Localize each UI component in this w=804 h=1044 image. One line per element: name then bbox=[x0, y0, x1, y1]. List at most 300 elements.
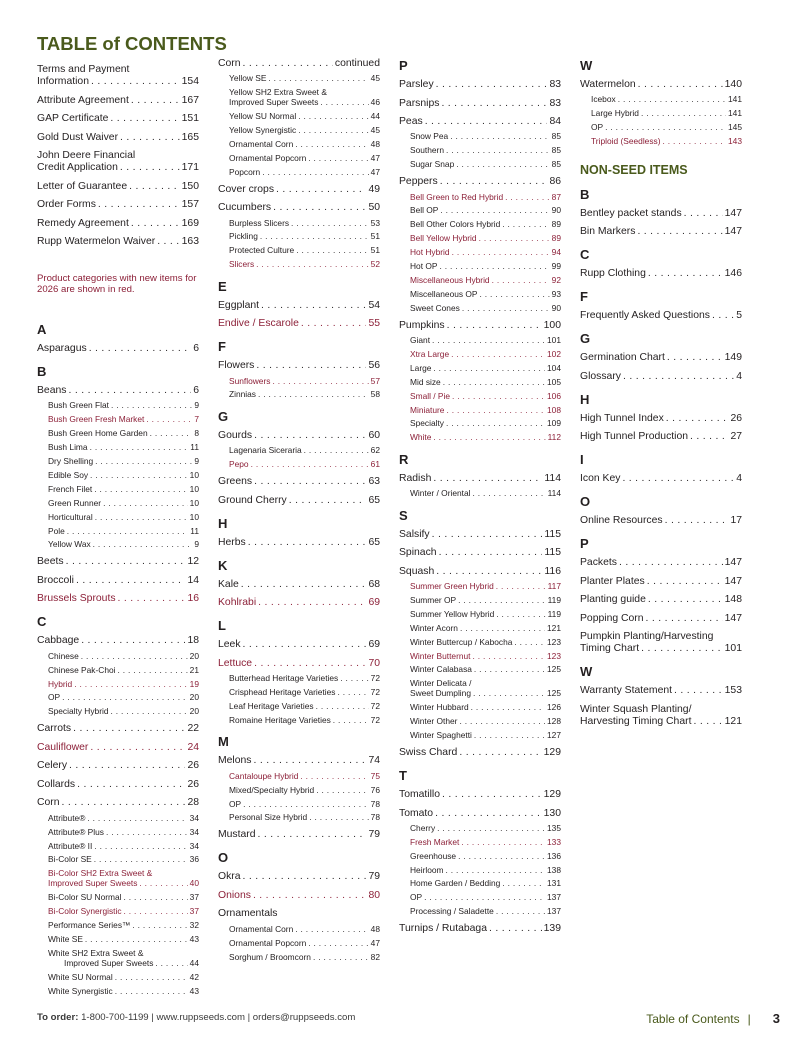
toc-subentry-bush-green-flat[interactable] bbox=[37, 400, 199, 411]
toc-entry-improved-super-sweets[interactable] bbox=[37, 948, 199, 969]
entry-label: Watermelon bbox=[580, 79, 636, 91]
toc-subentry-bush-green-fresh-market[interactable] bbox=[37, 414, 199, 425]
entry-label: Xtra Large bbox=[410, 348, 450, 359]
dot-leader bbox=[115, 986, 188, 997]
toc-subentry-specialty-hybrid[interactable] bbox=[37, 706, 199, 717]
toc-subentry-ornamental-popcorn[interactable] bbox=[218, 153, 380, 164]
page-ref: 12 bbox=[187, 556, 199, 568]
toc-subentry-icebox[interactable] bbox=[580, 94, 742, 105]
entry-label: Beans bbox=[37, 385, 67, 397]
toc-subentry-miniature[interactable] bbox=[399, 405, 561, 416]
page-ref: 44 bbox=[189, 957, 199, 968]
page-ref: 99 bbox=[551, 261, 561, 272]
entry-label: Tomato bbox=[399, 807, 434, 819]
page-ref: 125 bbox=[547, 688, 561, 699]
toc-entry-ornamentals[interactable] bbox=[218, 908, 380, 920]
page-ref: 117 bbox=[547, 581, 561, 592]
entry-label: White bbox=[410, 432, 432, 443]
toc-entry-onions[interactable] bbox=[218, 890, 380, 902]
toc-subentry-attribute[interactable] bbox=[37, 813, 199, 824]
toc-entry-carrots[interactable] bbox=[37, 723, 199, 735]
toc-entry-mustard[interactable] bbox=[218, 829, 380, 841]
page-ref: 43 bbox=[189, 985, 199, 996]
entry-last-line bbox=[37, 162, 199, 174]
page-ref: 54 bbox=[368, 299, 380, 311]
toc-subentry-winter-spaghetti[interactable] bbox=[399, 730, 561, 741]
entry-label: Winter Butternut bbox=[410, 650, 471, 661]
toc-entry-improved-super-sweets[interactable] bbox=[218, 87, 380, 108]
toc-subentry-op[interactable] bbox=[399, 892, 561, 903]
toc-subentry-cherry[interactable] bbox=[399, 823, 561, 834]
entry-label: Winter Calabasa bbox=[410, 664, 472, 675]
entry-label: Pole bbox=[48, 525, 65, 536]
page-ref: 19 bbox=[189, 678, 199, 689]
page-ref: 101 bbox=[724, 643, 742, 655]
toc-entry-order-forms[interactable] bbox=[37, 199, 199, 211]
toc-subentry-op[interactable] bbox=[37, 692, 199, 703]
dot-leader bbox=[502, 219, 549, 230]
page-ref: 18 bbox=[187, 635, 199, 647]
entry-label: Onions bbox=[218, 889, 251, 901]
dot-leader bbox=[313, 952, 369, 963]
dot-leader bbox=[496, 906, 545, 917]
toc-subentry-hybrid[interactable] bbox=[37, 679, 199, 690]
dot-leader bbox=[254, 658, 366, 669]
toc-entry-watermelon[interactable] bbox=[580, 79, 742, 91]
toc-entry-gap-certificate[interactable] bbox=[37, 113, 199, 125]
entry-label: Bi-Color SU Normal bbox=[48, 892, 122, 903]
toc-subentry-bush-lima[interactable] bbox=[37, 442, 199, 453]
toc-subentry-ornamental-popcorn[interactable] bbox=[218, 938, 380, 949]
entry-label: Improved Super Sweets bbox=[48, 878, 138, 889]
toc-subentry-zinnias[interactable] bbox=[218, 389, 380, 400]
entry-label: Turnips / Rutabaga bbox=[399, 923, 487, 935]
toc-entry-broccoli[interactable] bbox=[37, 575, 199, 587]
dot-leader bbox=[81, 651, 188, 662]
dot-leader bbox=[489, 923, 542, 934]
toc-entry-brussels-sprouts[interactable] bbox=[37, 593, 199, 605]
entry-label-line: John Deere Financial bbox=[37, 150, 136, 162]
toc-subentry-ornamental-corn[interactable] bbox=[218, 924, 380, 935]
toc-entry-corn[interactable] bbox=[37, 797, 199, 809]
toc-subentry-white-se[interactable] bbox=[37, 934, 199, 945]
dot-leader bbox=[120, 132, 180, 143]
toc-entry-warranty-statement[interactable] bbox=[580, 685, 742, 697]
entry-label: Fresh Market bbox=[410, 836, 460, 847]
entry-label: Chinese bbox=[48, 650, 79, 661]
toc-entry-remedy-agreement[interactable] bbox=[37, 218, 199, 230]
page-ref: 34 bbox=[189, 812, 199, 823]
toc-subentry-summer-op[interactable] bbox=[399, 595, 561, 606]
toc-subentry-bell-op[interactable] bbox=[399, 205, 561, 216]
dot-leader bbox=[243, 799, 369, 810]
page-ref: 105 bbox=[547, 376, 561, 387]
dot-leader bbox=[458, 595, 546, 606]
toc-subentry-yellow-se[interactable] bbox=[218, 73, 380, 84]
entry-label: Collards bbox=[37, 778, 76, 790]
dot-leader bbox=[253, 890, 367, 901]
toc-subentry-large-hybrid[interactable] bbox=[580, 108, 742, 119]
toc-entry-peas[interactable] bbox=[399, 116, 561, 128]
toc-entry-glossary[interactable] bbox=[580, 371, 742, 383]
page-ref: 79 bbox=[368, 829, 380, 841]
dot-leader bbox=[298, 125, 368, 136]
toc-entry-lettuce[interactable] bbox=[218, 658, 380, 670]
toc-entry-spinach[interactable] bbox=[399, 547, 561, 559]
page-ref: 85 bbox=[551, 159, 561, 170]
page-ref: 42 bbox=[189, 971, 199, 982]
toc-entry-rupp-clothing[interactable] bbox=[580, 268, 742, 280]
toc-entry-attribute-agreement[interactable] bbox=[37, 95, 199, 107]
toc-subentry-miscellaneous-hybrid[interactable] bbox=[399, 275, 561, 286]
dot-leader bbox=[308, 938, 368, 949]
toc-entry-asparagus[interactable] bbox=[37, 343, 199, 355]
toc-entry-harvesting-timing-chart[interactable] bbox=[580, 704, 742, 728]
toc-subentry-winter-butternut[interactable] bbox=[399, 651, 561, 662]
toc-subentry-processing-saladette[interactable] bbox=[399, 906, 561, 917]
dot-leader bbox=[460, 623, 545, 634]
toc-subentry-small-pie[interactable] bbox=[399, 391, 561, 402]
toc-subentry-hot-op[interactable] bbox=[399, 261, 561, 272]
toc-entry-cover-crops[interactable] bbox=[218, 184, 380, 196]
page-ref: 69 bbox=[368, 597, 380, 609]
toc-subentry-chinese-pak-choi[interactable] bbox=[37, 665, 199, 676]
toc-subentry-yellow-synergistic[interactable] bbox=[218, 125, 380, 136]
dot-leader bbox=[496, 581, 546, 592]
entry-label: Cauliflower bbox=[37, 741, 89, 753]
toc-subentry-green-runner[interactable] bbox=[37, 498, 199, 509]
page-ref: 22 bbox=[187, 723, 199, 735]
toc-entry-improved-super-sweets[interactable] bbox=[37, 868, 199, 889]
toc-subentry-lagenaria-siceraria[interactable] bbox=[218, 445, 380, 456]
toc-entry-parsley[interactable] bbox=[399, 79, 561, 91]
dot-leader bbox=[131, 95, 180, 106]
toc-subentry-home-garden-bedding[interactable] bbox=[399, 878, 561, 889]
page-ref: 26 bbox=[187, 778, 199, 790]
entry-label: Summer Green Hybrid bbox=[410, 581, 494, 592]
entry-label: Attribute® Plus bbox=[48, 826, 104, 837]
entry-label: Packets bbox=[580, 557, 617, 569]
page-ref: 34 bbox=[189, 840, 199, 851]
dot-leader bbox=[308, 153, 368, 164]
toc-entry-celery[interactable] bbox=[37, 760, 199, 772]
toc-subentry-yellow-wax[interactable] bbox=[37, 539, 199, 550]
toc-entry-timing-chart[interactable] bbox=[580, 631, 742, 655]
dot-leader bbox=[291, 218, 369, 229]
toc-subentry-yellow-su-normal[interactable] bbox=[218, 111, 380, 122]
page-ref: 115 bbox=[544, 547, 561, 559]
toc-subentry-summer-green-hybrid[interactable] bbox=[399, 581, 561, 592]
toc-subentry-giant[interactable] bbox=[399, 335, 561, 346]
entry-label: Improved Super Sweets bbox=[229, 97, 319, 108]
dot-leader bbox=[139, 878, 187, 889]
dot-leader bbox=[300, 771, 368, 782]
dot-leader bbox=[514, 637, 545, 648]
toc-entry-beans[interactable] bbox=[37, 385, 199, 397]
toc-entry-cucumbers[interactable] bbox=[218, 202, 380, 214]
toc-subentry-butterhead-heritage-varieties[interactable] bbox=[218, 673, 380, 684]
toc-subentry-bell-green-to-red-hybrid[interactable] bbox=[399, 192, 561, 203]
page-ref: 121 bbox=[547, 622, 561, 633]
toc-subentry-attribute-ii[interactable] bbox=[37, 841, 199, 852]
toc-subentry-mixed-specialty-hybrid[interactable] bbox=[218, 785, 380, 796]
dot-leader bbox=[258, 597, 366, 608]
page-ref: 121 bbox=[724, 715, 742, 727]
entry-label: Glossary bbox=[580, 370, 621, 382]
dot-leader bbox=[304, 445, 369, 456]
toc-subentry-pickling[interactable] bbox=[218, 231, 380, 242]
entry-label: White SU Normal bbox=[48, 971, 113, 982]
dot-leader bbox=[93, 539, 193, 550]
toc-entry-ground-cherry[interactable] bbox=[218, 495, 380, 507]
entry-label: Miscellaneous Hybrid bbox=[410, 274, 490, 285]
toc-entry-packets[interactable] bbox=[580, 557, 742, 569]
toc-entry-planting-guide[interactable] bbox=[580, 594, 742, 606]
entry-label: High Tunnel Production bbox=[580, 431, 689, 443]
toc-subentry-cantaloupe-hybrid[interactable] bbox=[218, 771, 380, 782]
dot-leader bbox=[91, 76, 180, 87]
toc-entry-germination-chart[interactable] bbox=[580, 352, 742, 364]
toc-entry-cabbage[interactable] bbox=[37, 635, 199, 647]
toc-subentry-winter-oriental[interactable] bbox=[399, 488, 561, 499]
entry-label: Endive / Escarole bbox=[218, 318, 299, 330]
dot-leader bbox=[451, 349, 545, 360]
toc-subentry-bi-color-synergistic[interactable] bbox=[37, 906, 199, 917]
toc-subentry-chinese[interactable] bbox=[37, 651, 199, 662]
toc-subentry-white-su-normal[interactable] bbox=[37, 972, 199, 983]
toc-subentry-ornamental-corn[interactable] bbox=[218, 139, 380, 150]
toc-subentry-bi-color-su-normal[interactable] bbox=[37, 892, 199, 903]
toc-subentry-snow-pea[interactable] bbox=[399, 131, 561, 142]
toc-entry-credit-application[interactable] bbox=[37, 150, 199, 174]
entry-label: Chinese Pak-Choi bbox=[48, 664, 116, 675]
page-ref: 10 bbox=[189, 511, 199, 522]
toc-subentry-miscellaneous-op[interactable] bbox=[399, 289, 561, 300]
toc-entry-cauliflower[interactable] bbox=[37, 742, 199, 754]
toc-subentry-crisphead-heritage-varieties[interactable] bbox=[218, 687, 380, 698]
toc-entry-beets[interactable] bbox=[37, 556, 199, 568]
toc-entry-flowers[interactable] bbox=[218, 360, 380, 372]
toc-entry-corn[interactable] bbox=[218, 58, 380, 70]
toc-subentry-pole[interactable] bbox=[37, 526, 199, 537]
entry-last-line bbox=[37, 76, 199, 88]
toc-subentry-sugar-snap[interactable] bbox=[399, 159, 561, 170]
toc-subentry-edible-soy[interactable] bbox=[37, 470, 199, 481]
toc-entry-gold-dust-waiver[interactable] bbox=[37, 132, 199, 144]
page-ref: 147 bbox=[724, 226, 742, 238]
entry-label: Cherry bbox=[410, 822, 436, 833]
toc-subentry-summer-yellow-hybrid[interactable] bbox=[399, 609, 561, 620]
entry-label: Planter Plates bbox=[580, 575, 645, 587]
toc-subentry-burpless-slicers[interactable] bbox=[218, 218, 380, 229]
page-ref: 165 bbox=[181, 131, 199, 143]
entry-label: Edible Soy bbox=[48, 469, 89, 480]
toc-entry-collards[interactable] bbox=[37, 779, 199, 791]
toc-subentry-personal-size-hybrid[interactable] bbox=[218, 812, 380, 823]
entry-label-line: Bi-Color SH2 Extra Sweet & bbox=[48, 868, 153, 879]
dot-leader bbox=[301, 318, 367, 329]
toc-subentry-greenhouse[interactable] bbox=[399, 851, 561, 862]
toc-entry-online-resources[interactable] bbox=[580, 515, 742, 527]
toc-entry-tomatillo[interactable] bbox=[399, 789, 561, 801]
toc-entry-swiss-chard[interactable] bbox=[399, 747, 561, 759]
toc-entry-rupp-watermelon-waiver[interactable] bbox=[37, 236, 199, 248]
toc-entry-bentley-packet-stands[interactable] bbox=[580, 208, 742, 220]
entry-label: Cabbage bbox=[37, 635, 80, 647]
toc-entry-peppers[interactable] bbox=[399, 176, 561, 188]
toc-entry-planter-plates[interactable] bbox=[580, 576, 742, 588]
dot-leader bbox=[289, 495, 367, 506]
toc-subentry-bi-color-se[interactable] bbox=[37, 854, 199, 865]
toc-entry-information[interactable] bbox=[37, 64, 199, 88]
toc-entry-leek[interactable] bbox=[218, 639, 380, 651]
toc-subentry-bell-yellow-hybrid[interactable] bbox=[399, 233, 561, 244]
toc-entry-turnips-rutabaga[interactable] bbox=[399, 923, 561, 935]
dot-leader bbox=[243, 639, 367, 650]
page-ref: 36 bbox=[189, 854, 199, 865]
toc-subentry-mid-size[interactable] bbox=[399, 377, 561, 388]
page-ref: 136 bbox=[547, 850, 561, 861]
toc-subentry-performance-series[interactable] bbox=[37, 920, 199, 931]
toc-subentry-popcorn[interactable] bbox=[218, 167, 380, 178]
toc-subentry-xtra-large[interactable] bbox=[399, 349, 561, 360]
entry-label: OP bbox=[410, 892, 423, 903]
dot-leader bbox=[446, 405, 545, 416]
toc-subentry-southern[interactable] bbox=[399, 145, 561, 156]
toc-subentry-sunflowers[interactable] bbox=[218, 376, 380, 387]
toc-subentry-fresh-market[interactable] bbox=[399, 837, 561, 848]
entry-label: Tomatillo bbox=[399, 789, 440, 801]
toc-subentry-winter-calabasa[interactable] bbox=[399, 664, 561, 675]
toc-subentry-attribute-plus[interactable] bbox=[37, 827, 199, 838]
page-ref: 154 bbox=[181, 76, 199, 88]
toc-entry-high-tunnel-production[interactable] bbox=[580, 431, 742, 443]
toc-subentry-winter-hubbard[interactable] bbox=[399, 702, 561, 713]
dot-leader bbox=[90, 742, 185, 753]
dot-leader bbox=[262, 167, 368, 178]
entry-label: Specialty Hybrid bbox=[48, 706, 109, 717]
section-letter-o: O bbox=[218, 850, 229, 866]
toc-entry-melons[interactable] bbox=[218, 755, 380, 767]
entry-label: Home Garden / Bedding bbox=[410, 878, 501, 889]
toc-subentry-triploid-seedless[interactable] bbox=[580, 136, 742, 147]
toc-entry-greens[interactable] bbox=[218, 476, 380, 488]
toc-subentry-romaine-heritage-varieties[interactable] bbox=[218, 715, 380, 726]
toc-subentry-sweet-cones[interactable] bbox=[399, 303, 561, 314]
page-ref: 147 bbox=[724, 612, 742, 624]
page-ref: 26 bbox=[730, 412, 742, 424]
dot-leader bbox=[439, 261, 549, 272]
toc-subentry-french-filet[interactable] bbox=[37, 484, 199, 495]
dot-leader bbox=[256, 360, 366, 371]
dot-leader bbox=[81, 635, 185, 646]
entry-label: Winter Acorn bbox=[410, 622, 458, 633]
toc-entry-endive-escarole[interactable] bbox=[218, 318, 380, 330]
toc-entry-high-tunnel-index[interactable] bbox=[580, 413, 742, 425]
entry-label: Summer OP bbox=[410, 594, 457, 605]
dot-leader bbox=[111, 400, 192, 411]
toc-subentry-winter-buttercup-kabocha[interactable] bbox=[399, 637, 561, 648]
entry-label: Herbs bbox=[218, 536, 246, 548]
toc-entry-tomato[interactable] bbox=[399, 808, 561, 820]
toc-entry-salsify[interactable] bbox=[399, 529, 561, 541]
toc-entry-eggplant[interactable] bbox=[218, 300, 380, 312]
toc-subentry-white[interactable] bbox=[399, 432, 561, 443]
dot-leader bbox=[665, 515, 729, 526]
toc-subentry-op[interactable] bbox=[218, 799, 380, 810]
toc-subentry-protected-culture[interactable] bbox=[218, 245, 380, 256]
toc-entry-kale[interactable] bbox=[218, 579, 380, 591]
dot-leader bbox=[132, 920, 187, 931]
dot-leader bbox=[273, 202, 366, 213]
toc-entry-pumpkins[interactable] bbox=[399, 320, 561, 332]
page-ref: 80 bbox=[368, 889, 380, 901]
toc-subentry-slicers[interactable] bbox=[218, 259, 380, 270]
toc-entry-frequently-asked-questions[interactable] bbox=[580, 310, 742, 322]
toc-entry-sweet-dumpling[interactable] bbox=[399, 678, 561, 699]
toc-subentry-large[interactable] bbox=[399, 363, 561, 374]
toc-subentry-winter-acorn[interactable] bbox=[399, 623, 561, 634]
toc-subentry-bell-other-colors-hybrid[interactable] bbox=[399, 219, 561, 230]
page-ref: 32 bbox=[189, 919, 199, 930]
entry-label: Small / Pie bbox=[410, 390, 451, 401]
entry-label: Peas bbox=[399, 116, 423, 128]
toc-entry-gourds[interactable] bbox=[218, 430, 380, 442]
dot-leader bbox=[87, 813, 187, 824]
toc-entry-bin-markers[interactable] bbox=[580, 226, 742, 238]
section-letter-h: H bbox=[580, 391, 590, 407]
page-ref: 133 bbox=[547, 836, 561, 847]
toc-subentry-bush-green-home-garden[interactable] bbox=[37, 428, 199, 439]
toc-subentry-hot-hybrid[interactable] bbox=[399, 247, 561, 258]
page-ref: 51 bbox=[370, 231, 380, 242]
entry-label: Bush Green Home Garden bbox=[48, 428, 148, 439]
toc-entry-icon-key[interactable] bbox=[580, 473, 742, 485]
toc-subentry-winter-other[interactable] bbox=[399, 716, 561, 727]
toc-entry-squash[interactable] bbox=[399, 566, 561, 578]
toc-subentry-pepo[interactable] bbox=[218, 459, 380, 470]
toc-subentry-specialty[interactable] bbox=[399, 418, 561, 429]
dot-leader bbox=[131, 218, 180, 229]
toc-entry-herbs[interactable] bbox=[218, 537, 380, 549]
entry-label: Green Runner bbox=[48, 497, 102, 508]
dot-leader bbox=[441, 98, 547, 109]
toc-entry-parsnips[interactable] bbox=[399, 98, 561, 110]
page-ref: 21 bbox=[189, 664, 199, 675]
page-ref: 171 bbox=[181, 162, 199, 174]
toc-entry-popping-corn[interactable] bbox=[580, 613, 742, 625]
toc-subentry-leaf-heritage-varieties[interactable] bbox=[218, 701, 380, 712]
toc-entry-radish[interactable] bbox=[399, 473, 561, 485]
page-ref: 112 bbox=[547, 432, 561, 443]
section-letter-r: R bbox=[399, 451, 409, 467]
toc-subentry-op[interactable] bbox=[580, 122, 742, 133]
toc-subentry-sorghum-broomcorn[interactable] bbox=[218, 952, 380, 963]
toc-subentry-heirloom[interactable] bbox=[399, 865, 561, 876]
page-ref: 6 bbox=[193, 343, 199, 355]
toc-subentry-dry-shelling[interactable] bbox=[37, 456, 199, 467]
toc-entry-okra[interactable] bbox=[218, 871, 380, 883]
toc-entry-kohlrabi[interactable] bbox=[218, 597, 380, 609]
toc-subentry-horticultural[interactable] bbox=[37, 512, 199, 523]
page-ref: 89 bbox=[551, 233, 561, 244]
page-ref: 11 bbox=[190, 442, 199, 453]
dot-leader bbox=[115, 972, 188, 983]
toc-subentry-white-synergistic[interactable] bbox=[37, 986, 199, 997]
toc-entry-letter-of-guarantee[interactable] bbox=[37, 181, 199, 193]
entry-label: Winter Spaghetti bbox=[410, 730, 472, 740]
toc-column-1 bbox=[37, 58, 199, 997]
